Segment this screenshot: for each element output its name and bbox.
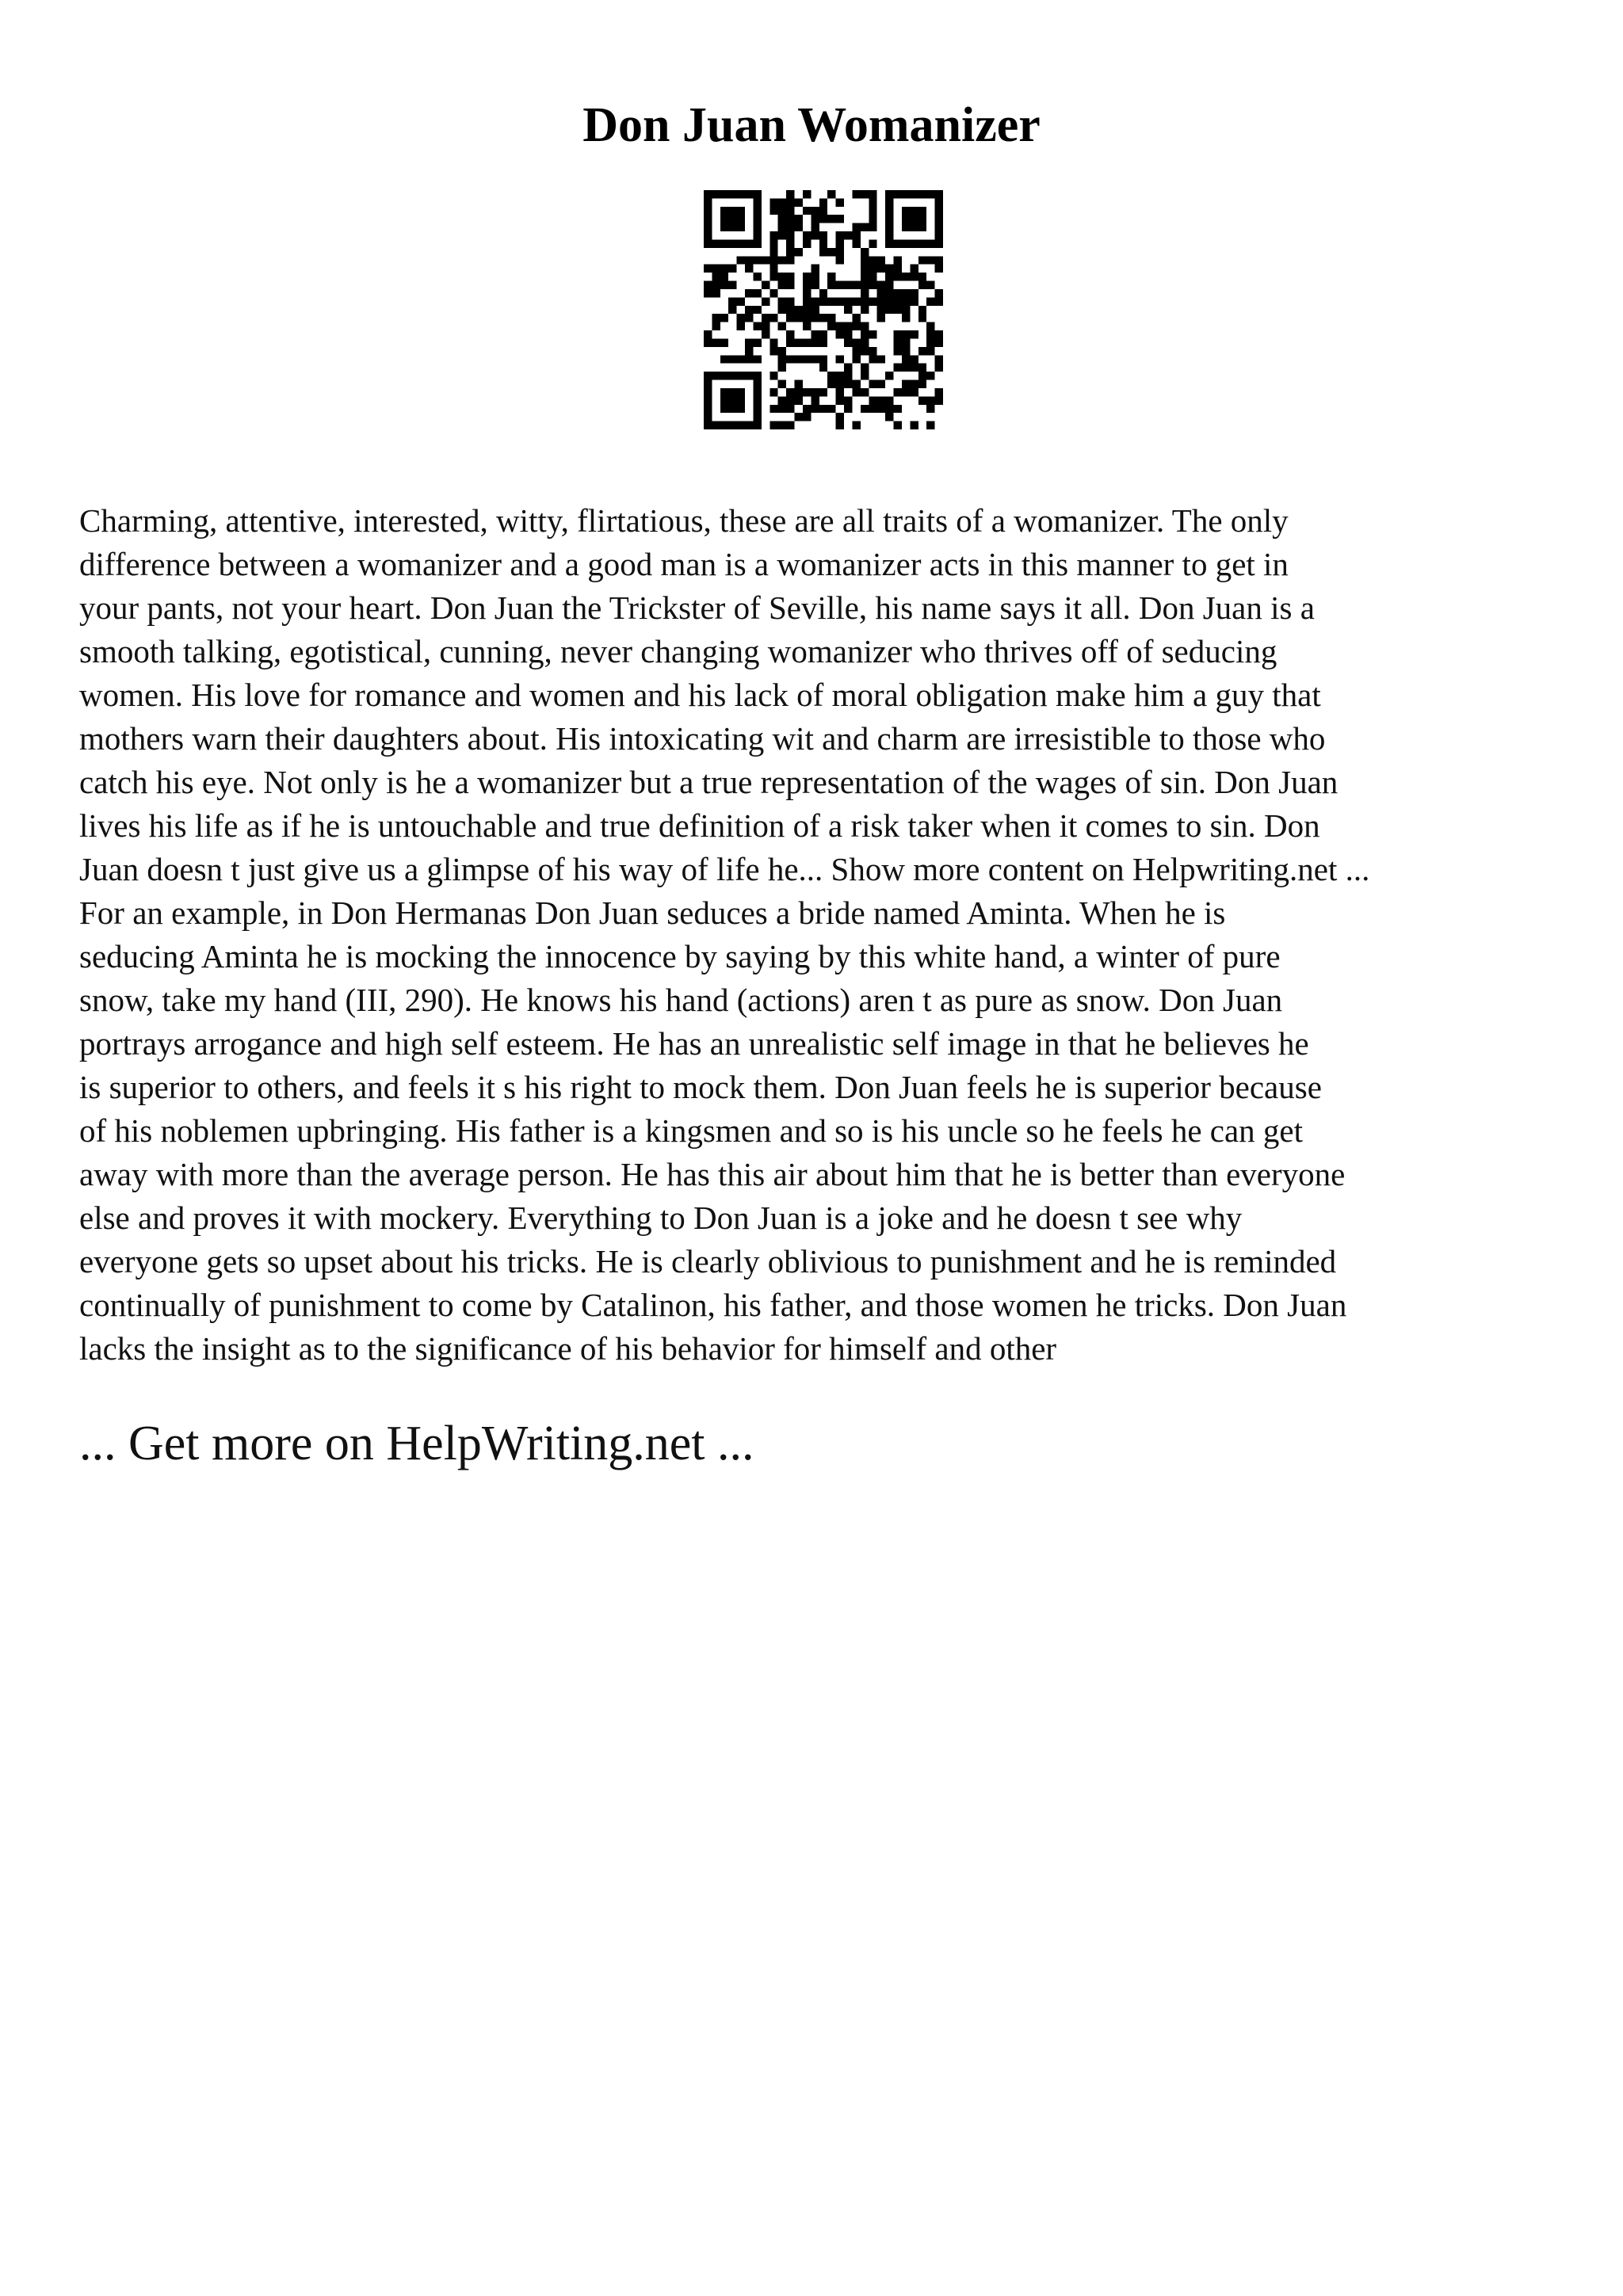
body-line: For an example, in Don Hermanas Don Juan seduces a bride named Aminta. When he is — [79, 894, 1226, 931]
body-line: lives his life as if he is untouchable and true definition of a risk taker when it comes to sin. Don — [79, 807, 1320, 844]
body-line: your pants, not your heart. Don Juan the Trickster of Seville, his name says it all. Don Juan is a — [79, 589, 1315, 626]
body-line: Charming, attentive, interested, witty, flirtatious, these are all traits of a womanizer. The only — [79, 502, 1289, 539]
qr-code-icon — [704, 190, 943, 429]
body-paragraph — [79, 499, 1569, 1371]
get-more-link[interactable]: ... Get more on HelpWriting.net ... — [79, 1417, 754, 1470]
body-line: away with more than the average person. He has this air about him that he is better than everyone — [79, 1156, 1346, 1192]
body-line: Juan doesn t just give us a glimpse of his way of life he... Show more content on Helpwriting.net ... — [79, 851, 1370, 887]
body-line: women. His love for romance and women and his lack of moral obligation make him a guy that — [79, 677, 1321, 713]
body-line: else and proves it with mockery. Everything to Don Juan is a joke and he doesn t see why — [79, 1199, 1243, 1236]
body-line: difference between a womanizer and a good man is a womanizer acts in this manner to get in — [79, 546, 1289, 582]
body-line: seducing Aminta he is mocking the innocence by saying by this white hand, a winter of pure — [79, 938, 1281, 974]
body-line: catch his eye. Not only is he a womanizer but a true representation of the wages of sin. Don Juan — [79, 764, 1338, 800]
body-line: continually of punishment to come by Catalinon, his father, and those women he tricks. Don Juan — [79, 1287, 1347, 1323]
page-title: Don Juan Womanizer — [582, 98, 1041, 152]
body-line: portrays arrogance and high self esteem. He has an unrealistic self image in that he believes he — [79, 1025, 1309, 1062]
body-line: of his noblemen upbringing. His father is a kingsmen and so is his uncle so he feels he can get — [79, 1112, 1304, 1149]
body-line: everyone gets so upset about his tricks. He is clearly oblivious to punishment and he is reminded — [79, 1243, 1337, 1280]
body-line: mothers warn their daughters about. His intoxicating wit and charm are irresistible to those who — [79, 720, 1326, 757]
body-line: snow, take my hand (III, 290). He knows his hand (actions) aren t as pure as snow. Don Juan — [79, 982, 1283, 1018]
body-line: lacks the insight as to the significance of his behavior for himself and other — [79, 1330, 1057, 1367]
body-line: smooth talking, egotistical, cunning, never changing womanizer who thrives off of seducing — [79, 633, 1277, 669]
body-line: is superior to others, and feels it s his right to mock them. Don Juan feels he is superior because — [79, 1069, 1322, 1105]
